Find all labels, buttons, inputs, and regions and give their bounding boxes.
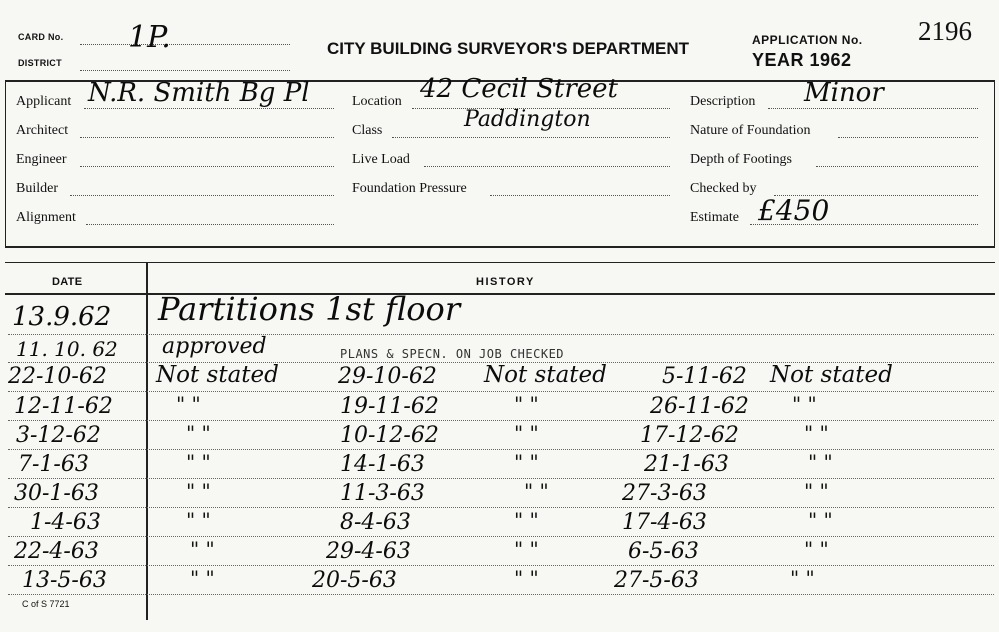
applicant-value: N.R. Smith Bg Pl (88, 78, 310, 108)
live-load-label: Live Load (352, 152, 410, 167)
history-entry: Partitions 1st floor (158, 290, 461, 328)
applicant-label: Applicant (16, 94, 72, 109)
history-entry: approved (162, 334, 267, 359)
history-date: 7-1-63 (18, 452, 89, 477)
alignment-line (86, 224, 334, 225)
live-load-line (424, 166, 670, 167)
history-entry: 8-4-63 (340, 510, 411, 535)
ditto-mark: " " (792, 392, 817, 416)
history-entry: 26-11-62 (650, 394, 749, 419)
ditto-mark: " " (186, 508, 211, 532)
history-top-rule-1 (5, 246, 995, 248)
history-date: 13.9.62 (12, 302, 112, 332)
ditto-mark: " " (808, 450, 833, 474)
ditto-mark: " " (186, 479, 211, 503)
history-entry: 11-3-63 (340, 481, 425, 506)
architect-label: Architect (16, 123, 69, 138)
location-value-line1: 42 Cecil Street (420, 74, 618, 104)
ditto-mark: " " (514, 450, 539, 474)
history-entry: 6-5-63 (628, 539, 699, 564)
row-guide (8, 420, 994, 421)
history-date: 1-4-63 (30, 510, 101, 535)
card-no-line (80, 44, 290, 45)
right-frame-rule (994, 80, 995, 246)
form-code: C of S 7721 (22, 599, 70, 609)
row-guide (8, 536, 994, 537)
engineer-line (80, 166, 334, 167)
history-entry: 21-1-63 (644, 452, 729, 477)
ditto-mark: " " (514, 508, 539, 532)
engineer-label: Engineer (16, 152, 67, 167)
year-label: YEAR 1962 (752, 50, 852, 70)
ditto-mark: " " (514, 392, 539, 416)
ditto-mark: " " (804, 479, 829, 503)
history-date: 3-12-62 (16, 423, 101, 448)
row-guide (8, 334, 994, 335)
nature-of-foundation-line (838, 137, 978, 138)
date-header: DATE (52, 276, 83, 288)
history-header: HISTORY (476, 276, 535, 288)
description-line (768, 108, 978, 109)
application-label: APPLICATION No. (752, 33, 863, 47)
location-value-line2: Paddington (464, 107, 591, 132)
description-label: Description (690, 94, 756, 109)
depth-of-footings-label: Depth of Footings (690, 152, 792, 167)
history-date: 30-1-63 (14, 481, 99, 506)
ditto-mark: " " (514, 537, 539, 561)
ditto-mark: " " (790, 566, 815, 590)
history-entry: 10-12-62 (340, 423, 439, 448)
architect-line (80, 137, 334, 138)
district-label: DISTRICT (18, 58, 62, 68)
ditto-mark: " " (190, 537, 215, 561)
alignment-label: Alignment (16, 210, 76, 225)
class-line (392, 137, 670, 138)
ditto-mark: " " (804, 421, 829, 445)
ditto-mark: " " (514, 566, 539, 590)
row-guide (8, 478, 994, 479)
class-label: Class (352, 123, 383, 138)
row-guide (8, 391, 994, 392)
department-title: CITY BUILDING SURVEYOR'S DEPARTMENT (327, 39, 690, 58)
row-guide (8, 594, 994, 595)
history-entry: Not stated (156, 362, 279, 388)
ditto-mark: " " (176, 392, 201, 416)
history-top-rule-2 (5, 262, 995, 263)
history-entry: 17-4-63 (622, 510, 707, 535)
row-guide (8, 507, 994, 508)
history-entry: Not stated (770, 362, 893, 388)
history-date: 22-4-63 (14, 539, 99, 564)
history-entry: Not stated (484, 362, 607, 388)
checked-by-label: Checked by (690, 181, 757, 196)
history-date: 22-10-62 (8, 364, 107, 389)
history-entry: 29-4-63 (326, 539, 411, 564)
builder-label: Builder (16, 181, 58, 196)
nature-of-foundation-label: Nature of Foundation (690, 123, 811, 138)
history-entry: 5-11-62 (662, 364, 747, 389)
district-line (80, 70, 290, 71)
history-entry: 20-5-63 (312, 568, 397, 593)
history-entry: 19-11-62 (340, 394, 439, 419)
left-frame-rule (5, 80, 6, 246)
history-date: 12-11-62 (14, 394, 113, 419)
history-entry: 29-10-62 (338, 364, 437, 389)
history-entry: 27-5-63 (614, 568, 699, 593)
ditto-mark: " " (804, 537, 829, 561)
description-value: Minor (804, 78, 884, 108)
history-date: 13-5-63 (22, 568, 107, 593)
plans-checked-stamp: PLANS & SPECN. ON JOB CHECKED (340, 347, 565, 361)
ditto-mark: " " (186, 450, 211, 474)
estimate-value: £450 (758, 194, 830, 227)
ditto-mark: " " (808, 508, 833, 532)
application-number: 2196 (918, 16, 972, 46)
estimate-label: Estimate (690, 210, 739, 225)
card-no-label: CARD No. (18, 32, 64, 42)
ditto-mark: " " (524, 479, 549, 503)
history-entry: 27-3-63 (622, 481, 707, 506)
ditto-mark: " " (514, 421, 539, 445)
card-no-value: 1P. (128, 20, 171, 55)
ditto-mark: " " (190, 566, 215, 590)
history-entry: 14-1-63 (340, 452, 425, 477)
location-label: Location (352, 94, 402, 109)
ditto-mark: " " (186, 421, 211, 445)
history-entry: 17-12-62 (640, 423, 739, 448)
date-column-divider (146, 262, 148, 620)
builder-line (70, 195, 334, 196)
foundation-pressure-label: Foundation Pressure (352, 181, 467, 196)
depth-of-footings-line (816, 166, 978, 167)
applicant-line (84, 108, 334, 109)
row-guide (8, 449, 994, 450)
history-header-rule (5, 293, 995, 295)
row-guide (8, 565, 994, 566)
history-date: 11. 10. 62 (16, 337, 118, 361)
foundation-pressure-line (490, 195, 670, 196)
